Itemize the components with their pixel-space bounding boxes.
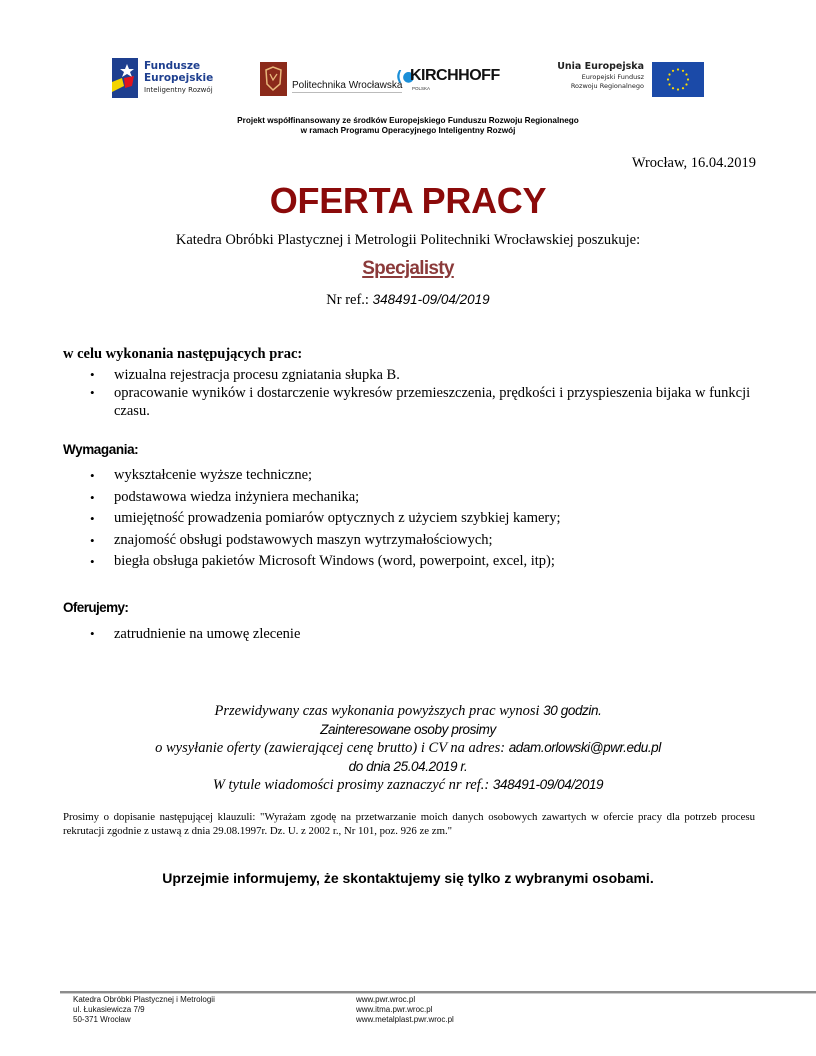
ue-line2: Europejski Fundusz	[581, 73, 644, 81]
subject-instruction: W tytule wiadomości prosimy zaznaczyć nr ref.:	[212, 777, 493, 793]
cofinancing-line1: Projekt współfinansowany ze środków Europejskiego Funduszu Rozwoju Regionalnego	[237, 116, 579, 125]
fundusze-text	[144, 60, 213, 96]
kirchhoff-logo	[396, 67, 512, 95]
send-offer-text: o wysyłanie oferty (zawierającej cenę brutto) i CV na adres:	[155, 740, 509, 756]
list-item: • biegła obsługa pakietów Microsoft Windows (word, powerpoint, excel, itp);	[88, 551, 768, 573]
reference-number	[0, 292, 816, 309]
cofinancing-line2: w ramach Programu Operacyjnego Inteligentny Rozwój	[300, 126, 516, 135]
closing-block	[0, 702, 816, 795]
footer-address-line: ul. Łukasiewicza 7/9	[73, 1005, 145, 1014]
eu-flag-icon	[652, 62, 704, 97]
fundusze-line2: Europejskie	[144, 72, 214, 84]
list-item: • umiejętność prowadzenia pomiarów optycznych z użyciem szybkiej kamery;	[88, 508, 768, 530]
list-item: • wykształcenie wyższe techniczne;	[88, 465, 768, 487]
footer-divider	[60, 991, 816, 994]
invitation-text: Zainteresowane osoby prosimy	[320, 721, 496, 737]
ref-value: 348491-09/04/2019	[372, 292, 490, 307]
fundusze-star-icon	[112, 58, 138, 98]
footer-links	[356, 995, 454, 1025]
list-item: • zatrudnienie na umowę zlecenie	[88, 625, 768, 643]
gdpr-clause: Prosimy o dopisanie następującej klauzuli: "Wyrażam zgodę na przetwarzanie moich danych osobowych zawartych w ofercie pracy dla potrzeb procesu rekrutacji zgodnie z ustawą z dnia 29.08.1997r. Dz. U. z 2002 r., Nr 101, poz. 926 ze zm."	[63, 811, 755, 837]
requirements-list	[88, 465, 768, 573]
department-line: Katedra Obróbki Plastycznej i Metrologii Politechniki Wrocławskiej poszukuje:	[175, 232, 641, 248]
list-item: • podstawowa wiedza inżyniera mechanika;	[88, 487, 768, 509]
document-date: Wrocław, 16.04.2019	[631, 155, 756, 171]
footer-address	[73, 995, 215, 1025]
duration-text: Przewidywany czas wykonania powyższych prac wynosi	[214, 703, 544, 719]
contact-notice: Uprzejmie informujemy, że skontaktujemy się tylko z wybranymi osobami.	[162, 870, 654, 886]
ue-line3: Rozwoju Regionalnego	[570, 82, 644, 90]
politechnika-logo	[260, 62, 403, 98]
footer-address-line: 50-371 Wrocław	[73, 1015, 131, 1024]
requirements-heading: Wymagania:	[63, 442, 139, 457]
position-name: Specjalisty	[362, 258, 454, 279]
kirchhoff-name: KIRCHHOFF	[410, 67, 500, 84]
footer-link[interactable]: www.itma.pwr.wroc.pl	[356, 1005, 433, 1014]
footer-address-line: Katedra Obróbki Plastycznej i Metrologii	[73, 995, 215, 1004]
list-item: • znajomość obsługi podstawowych maszyn wytrzymałościowych;	[88, 530, 768, 552]
fundusze-europejskie-logo	[112, 58, 232, 102]
fundusze-line1: Fundusze	[144, 60, 201, 72]
fundusze-line3: Inteligentny Rozwój	[144, 86, 213, 94]
list-item: • opracowanie wyników i dostarczenie wykresów przemieszczenia, prędkości i przyspieszenia bijaka w funkcji czasu.	[88, 384, 768, 420]
ue-text	[557, 61, 644, 91]
duration-value: 30 godzin.	[543, 703, 602, 718]
footer-link[interactable]: www.pwr.wroc.pl	[356, 995, 416, 1004]
unia-europejska-logo	[548, 60, 708, 100]
page-title: OFERTA PRACY	[269, 180, 547, 221]
list-item: • wizualna rejestracja procesu zgniatania słupka B.	[88, 366, 768, 384]
deadline: do dnia 25.04.2019 r.	[348, 758, 468, 774]
tasks-heading: w celu wykonania następujących prac:	[63, 346, 303, 362]
offers-heading: Oferujemy:	[63, 600, 129, 615]
position-title	[0, 258, 816, 280]
contact-email[interactable]: adam.orlowski@pwr.edu.pl	[508, 740, 661, 755]
ue-line1: Unia Europejska	[557, 61, 644, 72]
kirchhoff-sub: POLSKA	[412, 86, 431, 91]
offers-list	[88, 625, 768, 643]
subject-ref-value: 348491-09/04/2019	[492, 777, 604, 792]
kirchhoff-drop-icon: (●	[396, 69, 415, 85]
footer-link[interactable]: www.metalplast.pwr.wroc.pl	[356, 1015, 454, 1024]
ref-label: Nr ref.:	[326, 292, 373, 308]
politechnika-eagle-icon	[260, 62, 287, 96]
cofinancing-note	[0, 116, 816, 136]
politechnika-name: Politechnika Wrocławska	[292, 80, 403, 91]
tasks-list	[88, 366, 768, 420]
